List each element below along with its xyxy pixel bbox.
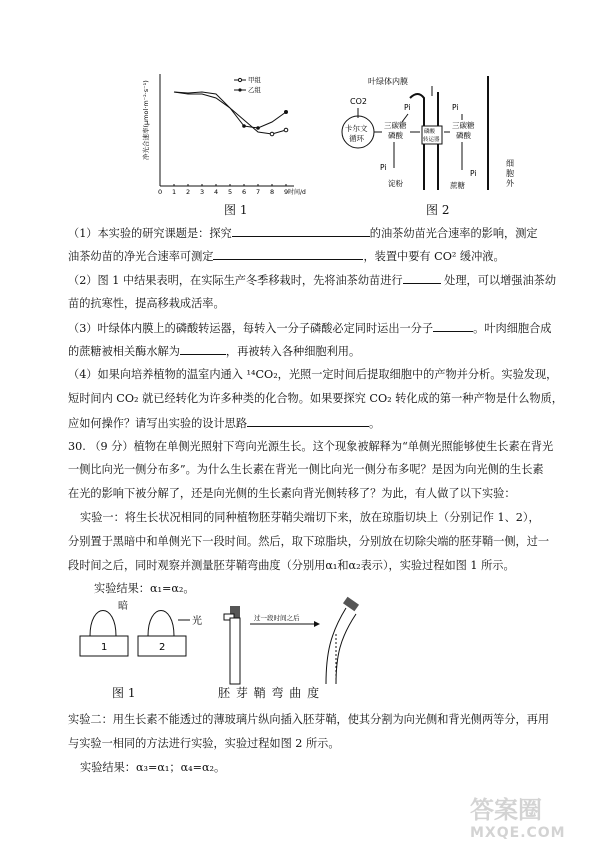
fig2-caption: 图 2	[426, 203, 450, 217]
q1-line2	[68, 248, 548, 264]
q30-result: 实验结果：α₁=α₂。	[94, 582, 195, 595]
fig1-caption: 图 1	[224, 203, 248, 217]
exp2-result: 实验结果：α₃=α₁；α₄=α₂。	[80, 761, 226, 774]
q1-text-c: 油茶幼苗的净光合速率可测定	[68, 250, 214, 263]
watermark-logo: 答案圈	[470, 796, 542, 824]
starch-label: 淀粉	[388, 179, 403, 188]
watermark	[470, 790, 590, 841]
fig1-markers	[242, 110, 288, 136]
sucrose-label: 蔗糖	[450, 181, 465, 190]
x-tick-7: 7	[256, 188, 261, 196]
q3-line2	[68, 343, 548, 359]
pi-right-top: Pi	[452, 103, 459, 112]
q30-line4: 实验一：将生长状况相同的同种植物胚芽鞘尖端切下来，放在琼脂切块上（分别记作 1、2），	[80, 511, 540, 524]
x-tick-8: 8	[270, 188, 275, 196]
q4-line3	[68, 415, 548, 431]
q3-text-d: ，再被转入各种细胞利用。	[225, 345, 361, 358]
q3-text-b: 。叶肉细胞合成	[473, 322, 552, 335]
fig1-series-b	[174, 92, 286, 128]
block-1-label: 1	[101, 642, 108, 653]
pi-left-top: Pi	[404, 103, 411, 112]
fig1-xlabel: 时间/d	[288, 189, 306, 196]
fig1-series-a	[174, 92, 286, 134]
after-label: 过一段时间之后	[254, 614, 300, 622]
q2-text-b: 处理，可以增强油茶幼	[440, 274, 557, 287]
watermark-url: MXQE.COM	[470, 825, 566, 841]
pi-right-bottom: Pi	[470, 169, 477, 178]
tp-left-1: 三碳糖	[384, 121, 407, 130]
q1-text-d: ，装置中要有 CO² 缓冲液。	[363, 250, 505, 263]
x-tick-6: 6	[242, 188, 247, 196]
q2-blank	[403, 272, 441, 284]
fig2-diagram	[328, 70, 528, 200]
exp2-line1: 实验二：用生长素不能透过的薄玻璃片纵向插入胚芽鞘，使其分割为向光侧和背光侧两等分，再用	[68, 713, 550, 726]
dark-label: 暗	[118, 601, 128, 612]
q3-line1	[68, 320, 552, 336]
x-tick-3: 3	[200, 188, 205, 196]
q3-text-c: 的蔗糖被相关酶水解为	[68, 345, 180, 358]
fig3-caption-2: 胚 芽 鞘 弯 曲 度	[218, 686, 321, 700]
legend-a: 甲组	[248, 76, 261, 84]
exp2-line2: 与实验一相同的方法进行实验，实验过程如图 2 所示。	[68, 737, 340, 750]
outside-2: 胞	[506, 169, 514, 178]
q4-line1: （4）如果向培养植物的温室内通入 ¹⁴CO₂，光照一定时间后提取细胞中的产物并分析。实验发现，	[68, 368, 558, 381]
q30-line6: 段时间之后，同时观察并测量胚芽鞘弯曲度（分别用α₁和α₂表示），实验过程如图 1 所示。	[68, 559, 515, 572]
q1-text-b: 的油茶幼苗光合速率的影响，测定	[369, 227, 538, 240]
x-tick-9: 9	[284, 188, 289, 196]
q4-blank	[247, 415, 369, 427]
x-tick-4: 4	[214, 188, 219, 196]
q1-text-a: （1）本实验的研究课题是：探究	[68, 227, 232, 240]
x-tick-2: 2	[186, 188, 191, 196]
calvin-label-2: 循环	[349, 134, 364, 143]
outside-1: 细	[506, 159, 514, 168]
tp-left-2: 磷酸	[388, 131, 403, 140]
outside-3: 外	[506, 179, 514, 188]
fig3-diagram	[74, 594, 394, 686]
legend-b: 乙组	[248, 86, 261, 94]
q30-line5: 分别置于黑暗中和单侧光下一段时间。然后，取下琼脂块，分别放在切除尖端的胚芽鞘一侧，过一	[68, 535, 550, 548]
q4-line2: 短时间内 CO₂ 就已经转化为许多种类的化合物。如果要探究 CO₂ 转化成的第一种产物是什么物质，	[68, 392, 563, 405]
membrane-label: 叶绿体内膜	[368, 77, 408, 86]
q3-blank-2	[180, 343, 226, 355]
time-arrow-head	[314, 621, 320, 627]
q1-blank-2	[213, 248, 363, 260]
q3-text-a: （3）叶绿体内膜上的磷酸转运器，每转入一分子磷酸必定同时运出一分子	[68, 322, 434, 335]
q4-text-d: 。	[369, 417, 381, 430]
x-tick-1: 1	[172, 188, 177, 196]
q30-line2: 一侧比向光一侧分布多”。为什么生长素在背光一侧比向光一侧分布多呢？是因为向光侧的生长素	[68, 463, 544, 476]
bent-right	[336, 614, 356, 684]
q30-line1: 30. （9 分）植物在单侧光照射下弯向光源生长。这个现象被解释为“单侧光照能够使生长素在背光	[68, 440, 554, 453]
light-label: 光	[192, 616, 202, 627]
calvin-label-1: 卡尔文	[345, 124, 368, 133]
q1-line1	[68, 225, 548, 241]
block-2-label: 2	[159, 642, 166, 653]
fig1-legend	[234, 76, 262, 94]
q2-text-a: （2）图 1 中结果表明，在实际生产冬季移栽时，先将油茶幼苗进行	[68, 274, 403, 287]
pi-left-bottom: Pi	[380, 163, 387, 172]
x-tick-0: 0	[158, 188, 163, 196]
q2-line2: 苗的抗寒性，提高移栽成活率。	[68, 297, 225, 310]
tp-right-2: 磷酸	[456, 131, 471, 140]
tip-1	[90, 611, 116, 637]
x-tick-5: 5	[228, 188, 233, 196]
transporter-2: 转运器	[423, 137, 440, 143]
fig3-caption: 图 1	[112, 686, 136, 700]
q30-line3: 在光的影响下被分解了，还是向光侧的生长素向背光侧转移了？为此，有人做了以下实验：	[68, 487, 516, 500]
tp-right-1: 三碳糖	[452, 121, 475, 130]
fig1-ylabel: 净光合速率(μmol·m⁻²·s⁻¹)	[142, 80, 150, 160]
q3-blank-1	[433, 320, 473, 332]
q1-blank-1	[232, 225, 370, 237]
transporter-1: 磷酸	[424, 129, 436, 135]
coleoptile-straight	[230, 618, 240, 684]
tip-2	[148, 611, 174, 637]
co2-label: CO2	[350, 97, 367, 106]
q4-text-c: 应如何操作？请写出实验的设计思路	[68, 417, 248, 430]
fig1-chart	[138, 70, 308, 200]
fig1-x-labels	[158, 188, 288, 196]
q2-line1	[68, 272, 557, 288]
